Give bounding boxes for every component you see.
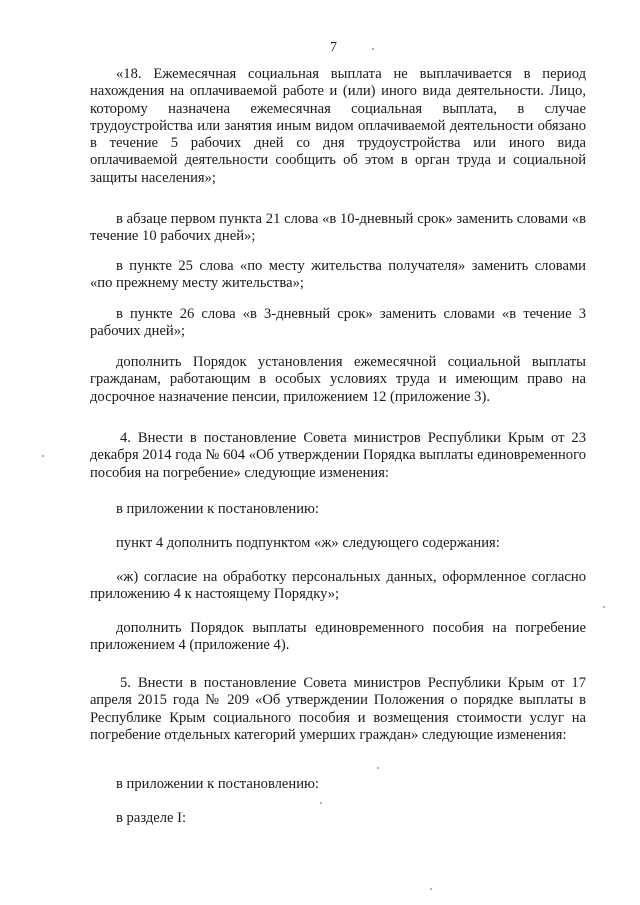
scan-speck [42,455,44,457]
paragraph-section-1: в разделе I: [116,810,187,826]
paragraph-amend-item-26: в пункте 26 слова «в 3-дневный срок» заменить словами «в течение 3 рабочих дней»; [90,306,586,340]
paragraph-item-18: «18. Ежемесячная социальная выплата не выплачивается в период нахождения на оплачиваемой работе и (или) иного вида деятельности. Лицо, которому назначена ежемесячная социальная выплата, в случае трудоустройства или занятия иным видом оплачиваемой деятельности обязано в течение 5 рабочих дней со дня трудоустройства или иного вида оплачиваемой деятельности сообщить об этом в орган труда и социальной защиты населения»; [90,66,586,186]
scan-speck [377,767,379,769]
scan-speck [430,888,432,890]
paragraph-appendix-ref-2: в приложении к постановлению: [116,776,319,792]
paragraph-add-appendix-4: дополнить Порядок выплаты единовременного пособия на погребение приложением 4 (приложение 4). [90,620,586,654]
scan-speck [372,48,374,50]
paragraph-section-5: 5. Внести в постановление Совета министров Республики Крым от 17 апреля 2015 года № 209 «Об утверждении Положения о порядке выплаты в Республике Крым социального пособия и возмещения стоимости услуг на погребение отдельных категорий умерших граждан» следующие изменения: [90,675,586,743]
paragraph-section-4: 4. Внести в постановление Совета министров Республики Крым от 23 декабря 2014 года № 604 «Об утверждении Порядка выплаты единовременного пособия на погребение» следующие изменения: [90,430,586,481]
paragraph-amend-item-21: в абзаце первом пункта 21 слова «в 10-дневный срок» заменить словами «в течение 10 рабочих дней»; [90,211,586,245]
paragraph-item-4-sub-zh: пункт 4 дополнить подпунктом «ж» следующего содержания: [116,535,500,551]
paragraph-amend-item-25: в пункте 25 слова «по месту жительства получателя» заменить словами «по прежнему месту жительства»; [90,258,586,292]
paragraph-consent-clause: «ж) согласие на обработку персональных данных, оформленное согласно приложению 4 к настоящему Порядку»; [90,569,586,603]
paragraph-appendix-ref: в приложении к постановлению: [116,501,319,517]
page-number: 7 [330,40,337,55]
scan-speck [603,606,605,608]
scan-speck [320,802,322,804]
paragraph-add-appendix-12: дополнить Порядок установления ежемесячной социальной выплаты гражданам, работающим в особых условиях труда и имеющим право на досрочное назначение пенсии, приложением 12 (приложение 3). [90,354,586,405]
